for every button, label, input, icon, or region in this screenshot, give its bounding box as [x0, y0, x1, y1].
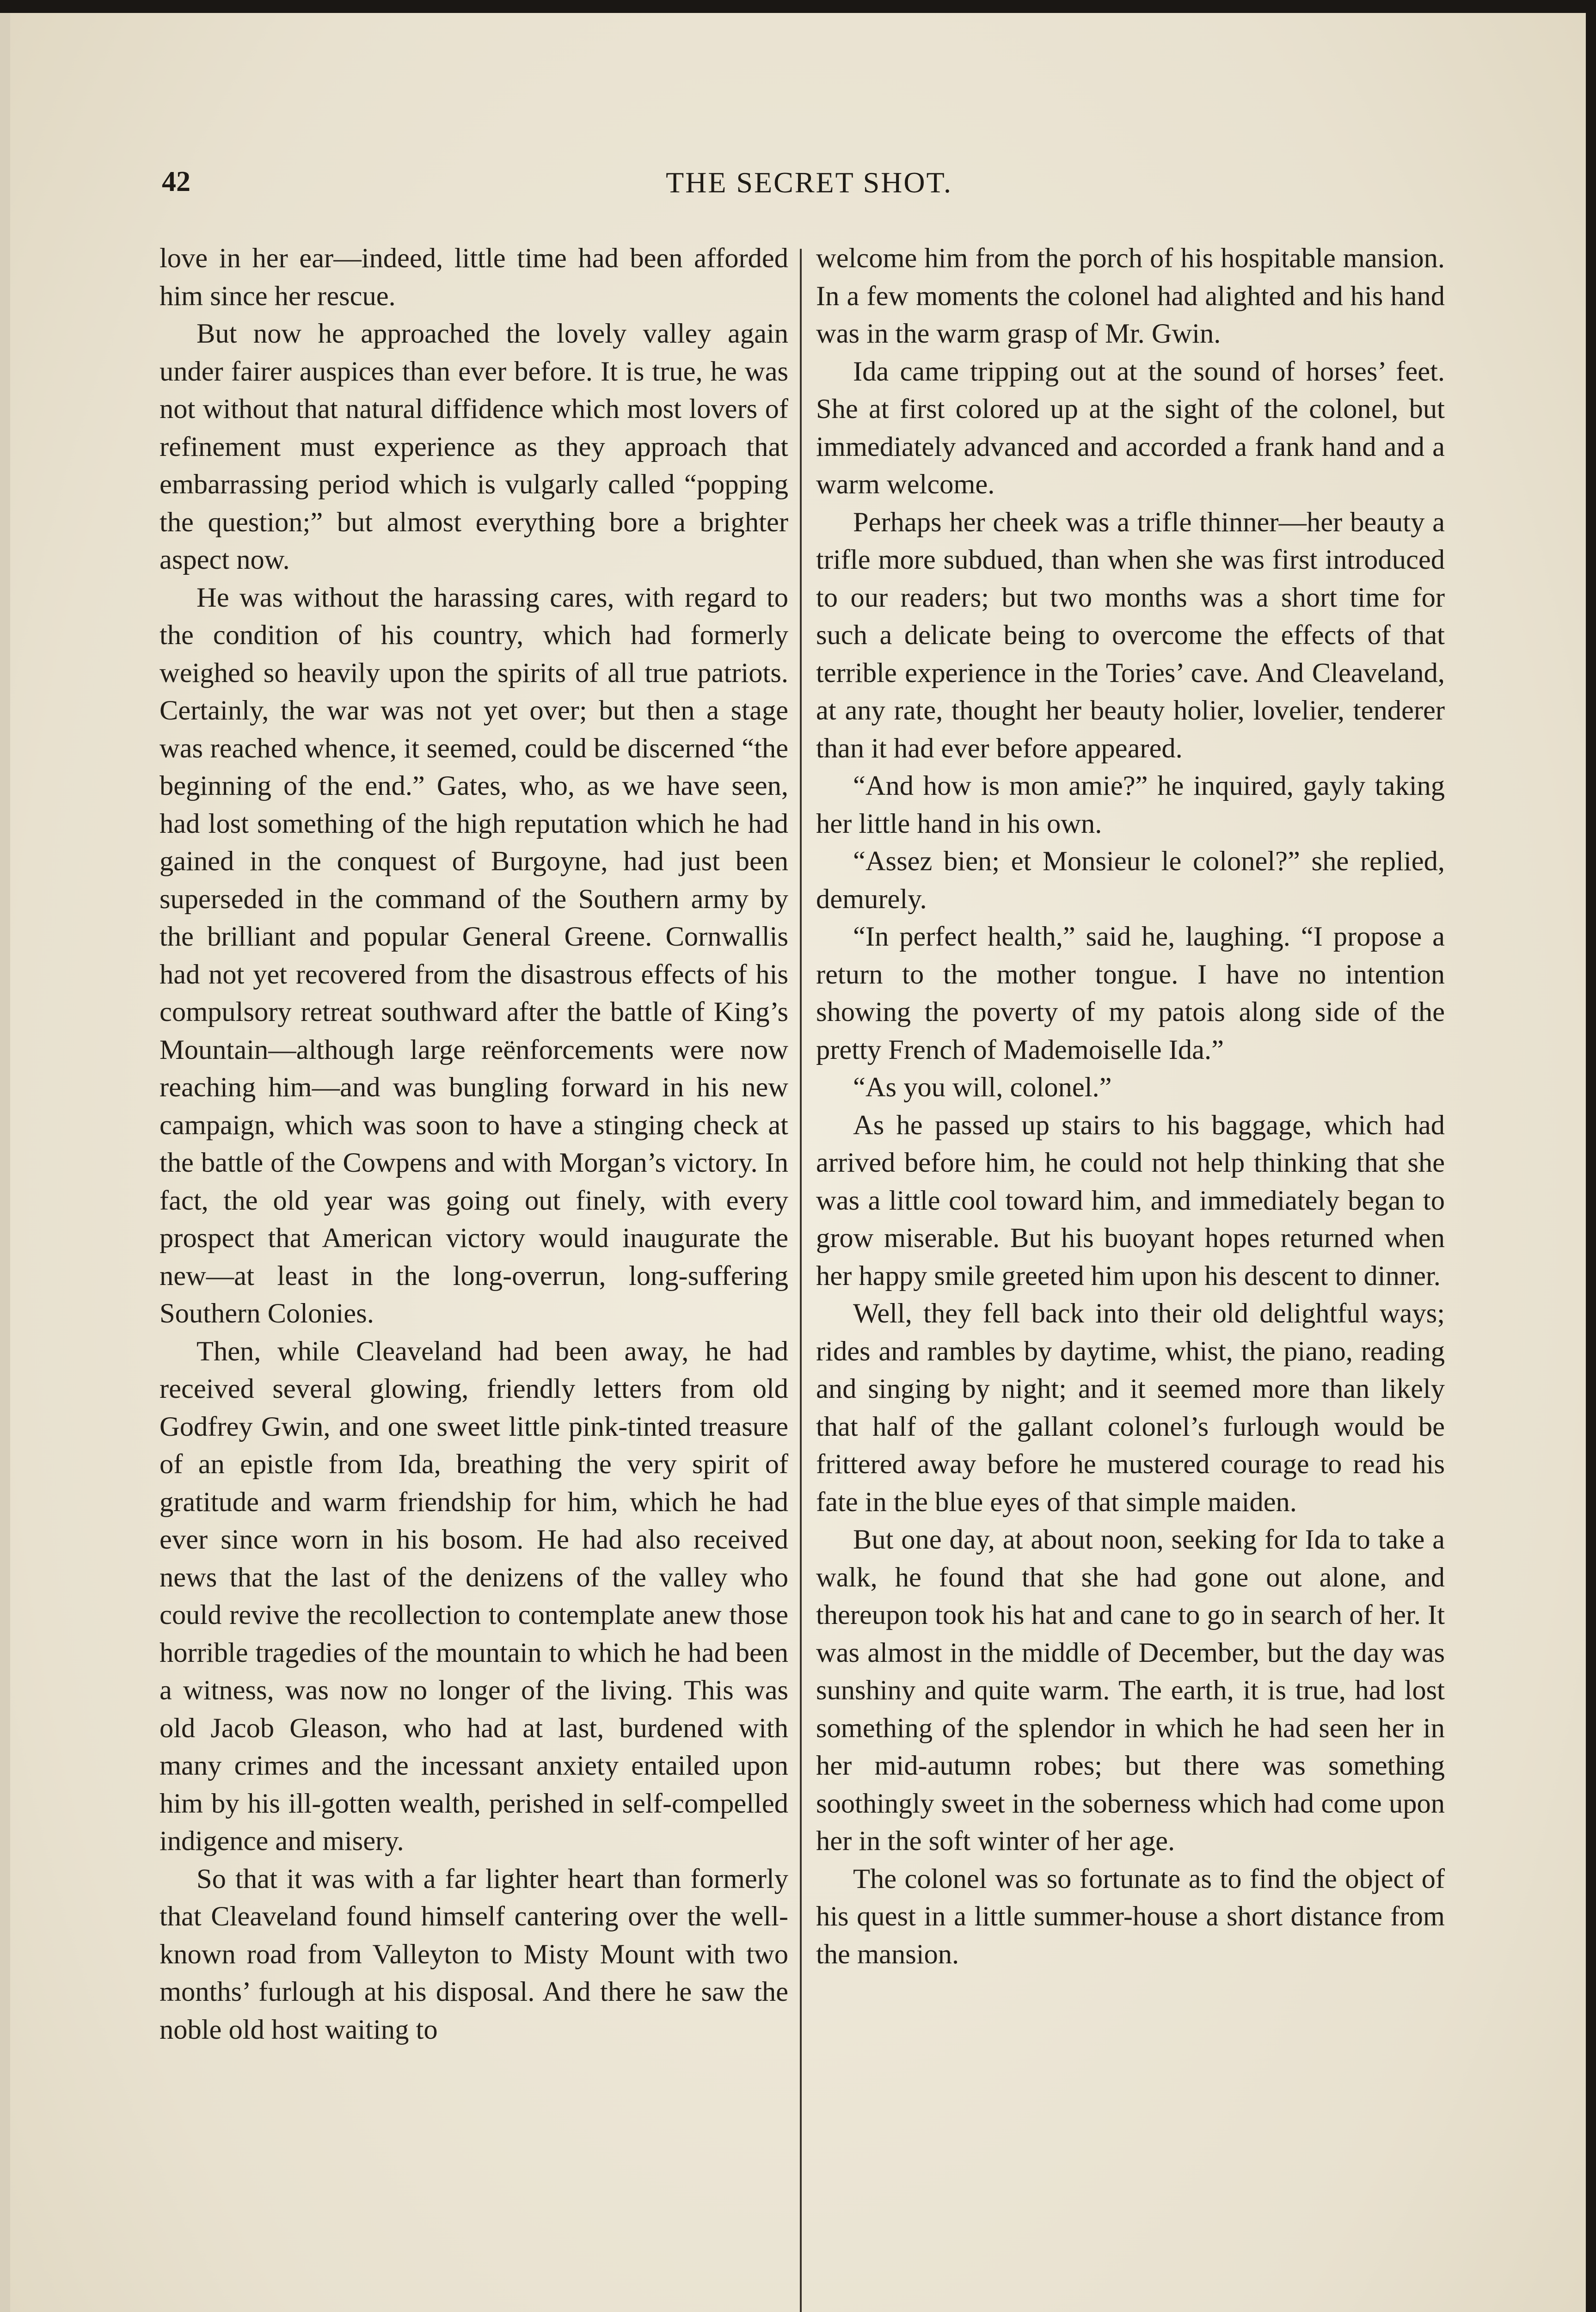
paragraph: love in her ear—indeed, little time had been afforded him since her rescue.	[160, 243, 788, 312]
paragraph: As he passed up stairs to his baggage, which had arrived before him, he could not help thinking that she was a little cool toward him, and immediately began to grow miserable. But his buoyant hopes returned when her happy smile greeted him upon his descent to dinner.	[816, 1109, 1445, 1291]
book-page	[0, 13, 1586, 2312]
paragraph: “And how is mon amie?” he inquired, gayly taking her little hand in his own.	[816, 770, 1445, 839]
paragraph: So that it was with a far lighter heart than formerly that Cleaveland found himself cantering over the well-known road from Valleyton to Misty Mount with two months’ furlough at his disposal. And there he saw the noble old host waiting to	[160, 1863, 788, 2045]
right-text-column	[816, 240, 1445, 2312]
page-gutter	[0, 13, 10, 2312]
paragraph: But now he approached the lovely valley again under fairer auspices than ever before. It is true, he was not without that natural diffidence which most lovers of refinement must experience as they approach that embarrassing period which is vulgarly called “popping the question;” but almost everything bore a brighter aspect now.	[160, 318, 788, 575]
paragraph: Perhaps her cheek was a trifle thinner—her beauty a trifle more subdued, than when she was first introduced to our readers; but two months was a short time for such a delicate being to overcome the effects of that terrible experience in the Tories’ cave. And Cleaveland, at any rate, thought her beauty holier, lovelier, tenderer than it had ever before appeared.	[816, 506, 1445, 764]
paragraph: Well, they fell back into their old delightful ways; rides and rambles by daytime, whist, the piano, reading and singing by night; and it seemed more than likely that half of the gallant colonel’s furlough would be frittered away before he mustered courage to read his fate in the blue eyes of that simple maiden.	[816, 1298, 1445, 1518]
paragraph: welcome him from the porch of his hospitable mansion. In a few moments the colonel had alighted and his hand was in the warm grasp of Mr. Gwin.	[816, 243, 1445, 349]
paragraph: He was without the harassing cares, with regard to the condition of his country, which had formerly weighed so heavily upon the spirits of all true patriots. Certainly, the war was not yet over; but then a stage was reached whence, it seemed, could be discerned “the beginning of the end.” Gates, who, as we have seen, had lost something of the high reputation which he had gained in the conquest of Burgoyne, had just been superseded in the command of the Southern army by the brilliant and popular General Greene. Cornwallis had not yet recovered from the disastrous effects of his compulsory retreat southward after the battle of King’s Mountain—although large reënforcements were now reaching him—and was bungling forward in his new campaign, which was soon to have a stinging check at the battle of the Cowpens and with Morgan’s victory. In fact, the old year was going out finely, with every prospect that American victory would inaugurate the new—at least in the long-overrun, long-suffering Southern Colonies.	[160, 582, 788, 1329]
column-divider	[800, 249, 802, 2312]
paragraph: Ida came tripping out at the sound of horses’ feet. She at first colored up at the sight of the colonel, but immediately advanced and accorded a frank hand and a warm welcome.	[816, 356, 1445, 500]
book-title: THE SECRET SHOT.	[666, 166, 952, 199]
paragraph: Then, while Cleaveland had been away, he had received several glowing, friendly letters from old Godfrey Gwin, and one sweet little pink-tinted treasure of an epistle from Ida, breathing the very spirit of gratitude and warm friendship for him, which he had ever since worn in his bosom. He had also received news that the last of the denizens of the valley who could revive the recollection to contemplate anew those horrible tragedies of the mountain to which he had been a witness, was now no longer of the living. This was old Jacob Gleason, who had at last, burdened with many crimes and the incessant anxiety entailed upon him by his ill-gotten wealth, perished in self-compelled indigence and misery.	[160, 1335, 788, 1857]
paragraph: “As you will, colonel.”	[853, 1072, 1112, 1103]
page-number: 42	[162, 166, 190, 197]
paragraph: “Assez bien; et Monsieur le colonel?” she replied, demurely.	[816, 846, 1445, 915]
running-head	[162, 166, 1456, 212]
paragraph: The colonel was so fortunate as to find the object of his quest in a little summer-house a short distance from the mansion.	[816, 1863, 1445, 1970]
left-text-column	[160, 240, 788, 2312]
paragraph: “In perfect health,” said he, laughing. “I propose a return to the mother tongue. I have no intention showing the poverty of my patois along side of the pretty French of Mademoiselle Ida.”	[816, 921, 1445, 1065]
paragraph: But one day, at about noon, seeking for Ida to take a walk, he found that she had gone out alone, and thereupon took his hat and cane to go in search of her. It was almost in the middle of December, but the day was sunshiny and quite warm. The earth, it is true, had lost something of the splendor in which he had seen her in her mid-autumn robes; but there was something soothingly sweet in the soberness which had come upon her in the soft winter of her age.	[816, 1524, 1445, 1857]
